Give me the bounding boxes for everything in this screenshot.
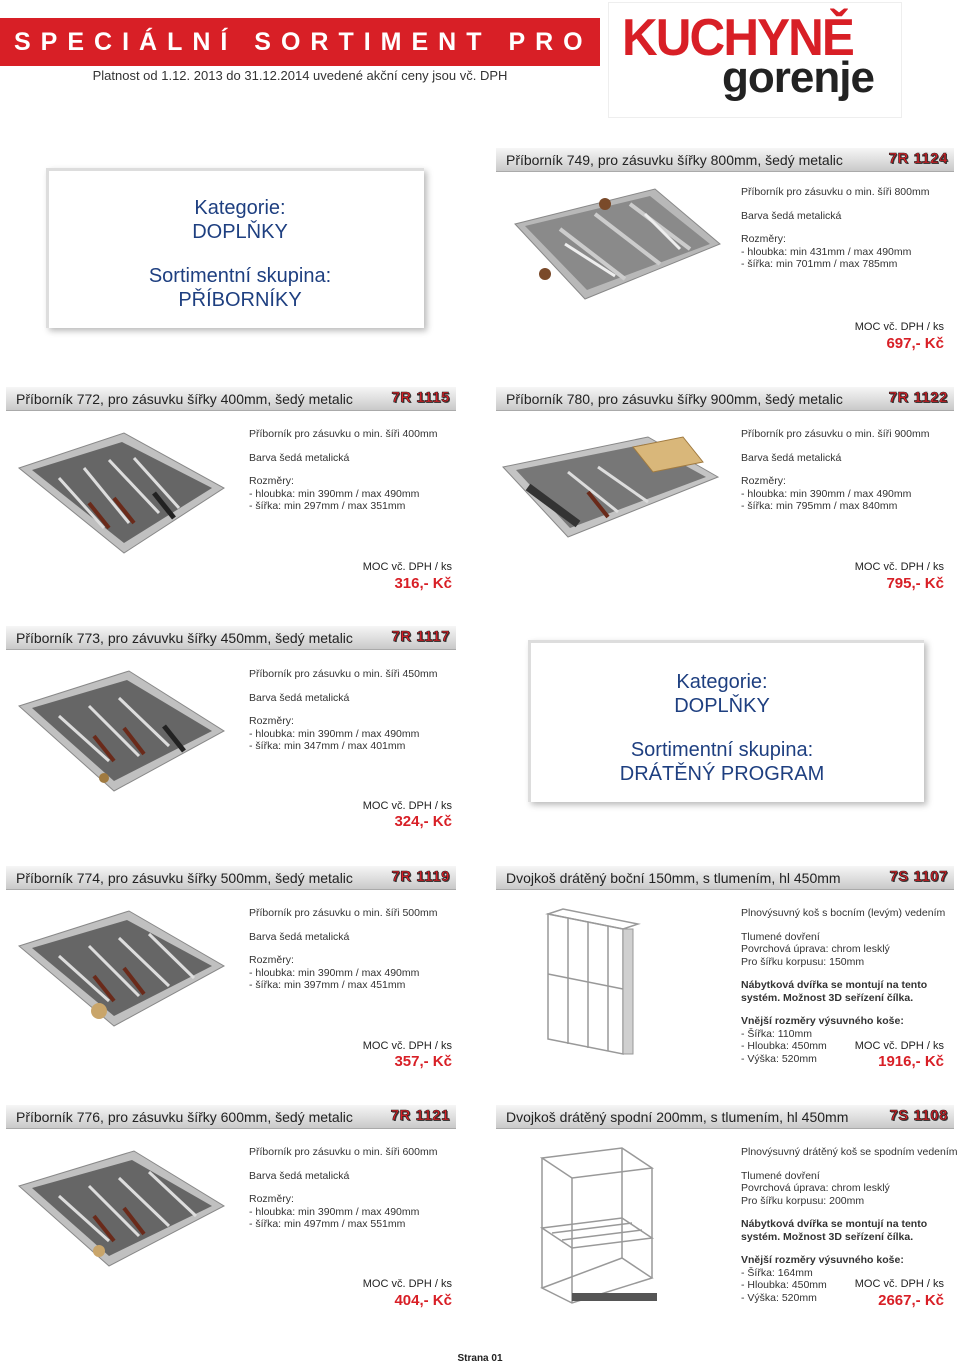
price: 404,- Kč [394, 1292, 452, 1309]
cutlery-tray-image [505, 184, 727, 304]
moc-label: MOC vč. DPH / ks [854, 1040, 944, 1052]
product-title: Příborník 749, pro zásuvku šířky 800mm, šedý metalic [506, 152, 843, 168]
product-code: 7R 1124 [888, 150, 948, 167]
product-header-780 [496, 387, 954, 411]
category-value: DOPLŇKY [192, 221, 288, 243]
product-title: Příborník 773, pro závuvku šířky 450mm, šedý metalic [16, 630, 353, 646]
price: 324,- Kč [394, 813, 452, 830]
product-spec-780: Příborník pro zásuvku o min. šíři 900mm Barva šedá metalická Rozměry: - hloubka: min 390mm / max 490mm - šířka: min 795mm / max 840mm [741, 428, 930, 512]
price: 316,- Kč [394, 575, 452, 592]
product-code: 7S 1108 [889, 1107, 948, 1124]
moc-label: MOC vč. DPH / ks [854, 321, 944, 333]
product-header-776 [6, 1105, 456, 1129]
moc-label: MOC vč. DPH / ks [854, 561, 944, 573]
product-title: Příborník 774, pro zásuvku šířky 500mm, šedý metalic [16, 870, 353, 886]
wire-basket-image [532, 1138, 662, 1308]
product-spec-749: Příborník pro zásuvku o min. šíři 800mm Barva šedá metalická Rozměry: - hloubka: min 431mm / max 490mm - šířka: min 701mm / max 785mm [741, 186, 930, 270]
group-value: PŘÍBORNÍKY [178, 289, 302, 311]
logo-text-gorenje: gorenje [722, 53, 874, 102]
cutlery-tray-image [14, 906, 229, 1031]
page-number: Strana 01 [457, 1353, 503, 1364]
cutlery-tray-image [14, 1146, 229, 1271]
product-code: 7R 1121 [390, 1107, 450, 1124]
product-title: Dvojkoš drátěný boční 150mm, s tlumením, hl 450mm [506, 870, 841, 886]
group-label: Sortimentní skupina: [630, 739, 814, 761]
moc-label: MOC vč. DPH / ks [362, 1040, 452, 1052]
product-header-772 [6, 387, 456, 411]
product-spec-772: Příborník pro zásuvku o min. šíři 400mm Barva šedá metalická Rozměry: - hloubka: min 390mm / max 490mm - šířka: min 297mm / max 351mm [249, 428, 438, 512]
product-title: Příborník 776, pro zásuvku šířky 600mm, šedý metalic [16, 1109, 353, 1125]
product-spec-773: Příborník pro zásuvku o min. šíři 450mm Barva šedá metalická Rozměry: - hloubka: min 390mm / max 490mm - šířka: min 347mm / max 401mm [249, 668, 438, 752]
moc-label: MOC vč. DPH / ks [362, 561, 452, 573]
wire-basket-image [528, 904, 648, 1064]
product-title: Dvojkoš drátěný spodní 200mm, s tlumením, hl 450mm [506, 1109, 849, 1125]
product-code: 7R 1122 [888, 389, 948, 406]
product-spec-776: Příborník pro zásuvku o min. šíři 600mm Barva šedá metalická Rozměry: - hloubka: min 390mm / max 490mm - šířka: min 497mm / max 551mm [249, 1146, 438, 1230]
product-spec-7s1108: Plnovýsuvný drátěný koš se spodním vedením Tlumené dovření Povrchová úprava: chrom lesklý Pro šířku korpusu: 200mm Nábytková dvířka se montují na tento systém. Možnost 3D seřízení čílka. Vnější rozměry výsuvného koše: - Šířka: 164mm - Hloubka: 450mm - Výška: 520mm [741, 1146, 958, 1304]
product-header-749 [496, 148, 954, 172]
product-code: 7R 1119 [391, 868, 450, 885]
product-header-7s1108 [496, 1105, 954, 1129]
moc-label: MOC vč. DPH / ks [362, 1278, 452, 1290]
price: 2667,- Kč [878, 1292, 944, 1309]
product-header-7s1107 [496, 866, 954, 890]
moc-label: MOC vč. DPH / ks [854, 1278, 944, 1290]
product-title: Příborník 780, pro zásuvku šířky 900mm, šedý metalic [506, 391, 843, 407]
category-box-drateny-program [562, 670, 882, 786]
category-label: Kategorie: [194, 197, 286, 219]
category-value: DOPLŇKY [674, 695, 770, 717]
category-box-priborniky [80, 196, 400, 312]
page-title: SPECIÁLNÍ SORTIMENT PRO [14, 28, 593, 56]
product-header-774 [6, 866, 456, 890]
product-spec-774: Příborník pro zásuvku o min. šíři 500mm Barva šedá metalická Rozměry: - hloubka: min 390mm / max 490mm - šířka: min 397mm / max 451mm [249, 907, 438, 991]
price: 1916,- Kč [878, 1053, 944, 1070]
category-label: Kategorie: [676, 671, 768, 693]
price: 795,- Kč [886, 575, 944, 592]
product-spec-7s1107: Plnovýsuvný koš s bocním (levým) vedením Tlumené dovření Povrchová úprava: chrom lesklý Pro šířku korpusu: 150mm Nábytková dvířka se montují na tento systém. Možnost 3D seřízení čílka. Vnější rozměry výsuvného koše: - Šířka: 110mm - Hloubka: 450mm - Výška: 520mm [741, 907, 946, 1065]
product-code: 7R 1115 [391, 389, 450, 406]
product-title: Příborník 772, pro zásuvku šířky 400mm, šedý metalic [16, 391, 353, 407]
logo-text-kuchyne: KUCHYNĚ [622, 9, 853, 67]
product-code: 7S 1107 [889, 868, 948, 885]
group-label: Sortimentní skupina: [148, 265, 332, 287]
product-code: 7R 1117 [391, 628, 450, 645]
price: 357,- Kč [394, 1053, 452, 1070]
group-value: DRÁTĚNÝ PROGRAM [619, 763, 825, 785]
product-header-773 [6, 626, 456, 650]
cutlery-tray-image [14, 666, 229, 796]
moc-label: MOC vč. DPH / ks [362, 800, 452, 812]
cutlery-tray-image [498, 432, 723, 542]
cutlery-tray-image [14, 428, 229, 558]
validity-note: Platnost od 1.12. 2013 do 31.12.2014 uvedené akční ceny jsou vč. DPH [92, 68, 508, 83]
price: 697,- Kč [886, 335, 944, 352]
